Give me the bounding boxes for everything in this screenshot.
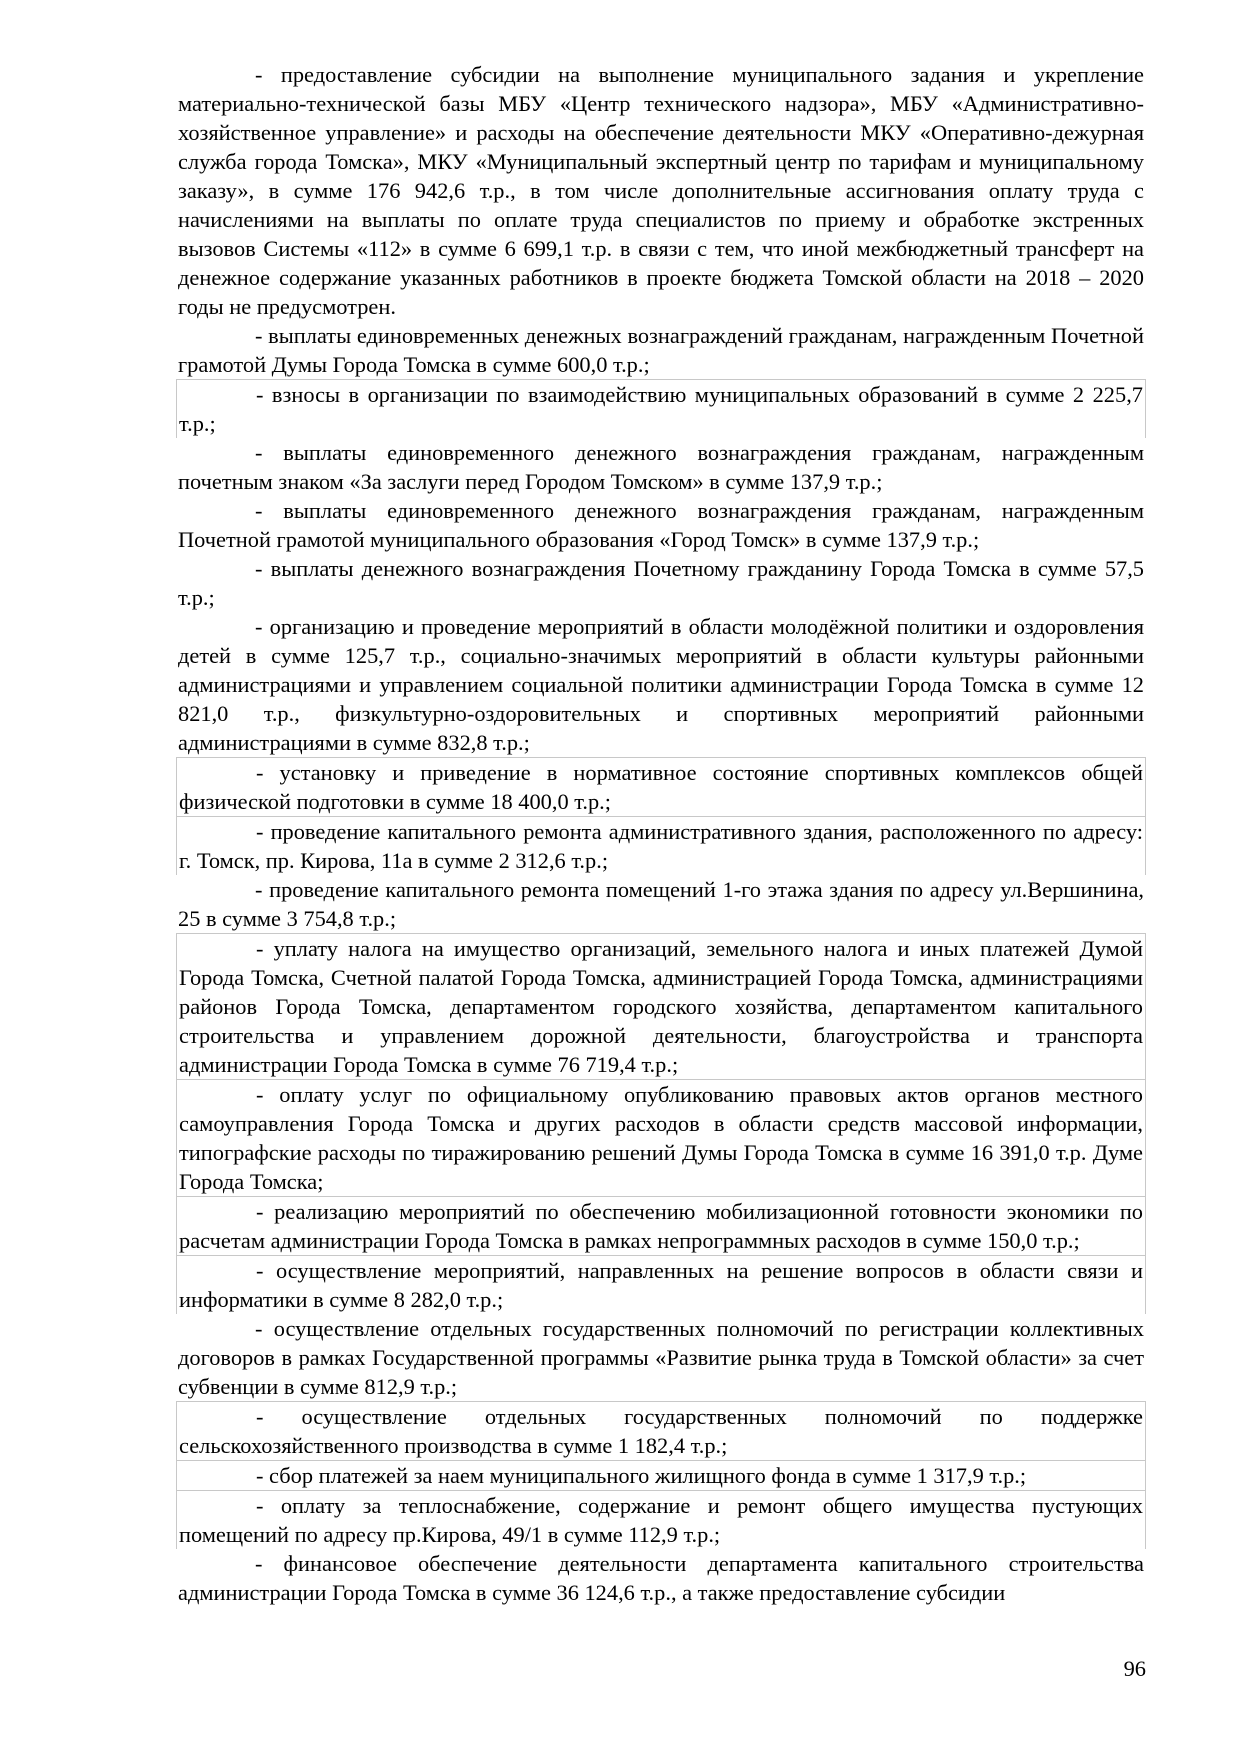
- document-body: [176, 60, 1146, 1607]
- paragraph-7: - организацию и проведение мероприятий в области молодёжной политики и оздоровления детей в сумме 125,7 т.р., социально-значимых мероприятий в области культуры районными администрациями и управлением социальной политики администрации Города Томска в сумме 12 821,0 т.р., физкультурно-оздоровительных и спортивных мероприятий районными администрациями в сумме 832,8 т.р.;: [178, 614, 1144, 755]
- paragraph-6: - выплаты денежного вознаграждения Почетному гражданину Города Томска в сумме 57,5 т.р.;: [178, 556, 1144, 610]
- paragraph-9: - проведение капитального ремонта административного здания, расположенного по адресу: г. Томск, пр. Кирова, 11а в сумме 2 312,6 т.р.;: [176, 816, 1146, 875]
- paragraph-15: - осуществление отдельных государственных полномочий по регистрации коллективных договоров в рамках Государственной программы «Развитие рынка труда в Томской области» за счет субвенции в сумме 812,9 т.р.;: [178, 1316, 1144, 1399]
- paragraph-16: - осуществление отдельных государственных полномочий по поддержке сельскохозяйственного производства в сумме 1 182,4 т.р.;: [176, 1401, 1146, 1460]
- paragraph-1: - предоставление субсидии на выполнение муниципального задания и укрепление материально-технической базы МБУ «Центр технического надзора», МБУ «Административно-хозяйственное управление» и расходы на обеспечение деятельности МКУ «Оперативно-дежурная служба города Томска», МКУ «Муниципальный экспертный центр по тарифам и муниципальному заказу», в сумме 176 942,6 т.р., в том числе дополнительные ассигнования оплату труда с начислениями на выплаты по оплате труда специалистов по приему и обработке экстренных вызовов Системы «112» в сумме 6 699,1 т.р. в связи с тем, что иной межбюджетный трансферт на денежное содержание указанных работников в проекте бюджета Томской области на 2018 – 2020 годы не предусмотрен.: [178, 62, 1144, 319]
- paragraph-13: - реализацию мероприятий по обеспечению мобилизационной готовности экономики по расчетам администрации Города Томска в рамках непрограммных расходов в сумме 150,0 т.р.;: [176, 1196, 1146, 1255]
- paragraph-2: - выплаты единовременных денежных вознаграждений гражданам, награжденным Почетной грамотой Думы Города Томска в сумме 600,0 т.р.;: [178, 323, 1144, 377]
- paragraph-18: - оплату за теплоснабжение, содержание и ремонт общего имущества пустующих помещений по адресу пр.Кирова, 49/1 в сумме 112,9 т.р.;: [176, 1490, 1146, 1549]
- paragraph-12: - оплату услуг по официальному опубликованию правовых актов органов местного самоуправления Города Томска и других расходов в области средств массовой информации, типографские расходы по тиражированию решений Думы Города Томска в сумме 16 391,0 т.р. Думе Города Томска;: [176, 1079, 1146, 1196]
- paragraph-11: - уплату налога на имущество организаций, земельного налога и иных платежей Думой Города Томска, Счетной палатой Города Томска, администрацией Города Томска, администрациями районов Города Томска, департаментом городского хозяйства, департаментом капитального строительства и управлением дорожной деятельности, благоустройства и транспорта администрации Города Томска в сумме 76 719,4 т.р.;: [176, 933, 1146, 1079]
- paragraph-3: - взносы в организации по взаимодействию муниципальных образований в сумме 2 225,7 т.р.;: [176, 379, 1146, 438]
- paragraph-4: - выплаты единовременного денежного вознаграждения гражданам, награжденным почетным знаком «За заслуги перед Городом Томском» в сумме 137,9 т.р.;: [178, 440, 1144, 494]
- paragraph-19: - финансовое обеспечение деятельности департамента капитального строительства администрации Города Томска в сумме 36 124,6 т.р., а также предоставление субсидии: [178, 1551, 1144, 1605]
- paragraph-5: - выплаты единовременного денежного вознаграждения гражданам, награжденным Почетной грамотой муниципального образования «Город Томск» в сумме 137,9 т.р.;: [178, 498, 1144, 552]
- paragraph-17: - сбор платежей за наем муниципального жилищного фонда в сумме 1 317,9 т.р.;: [176, 1460, 1146, 1490]
- paragraph-10: - проведение капитального ремонта помещений 1-го этажа здания по адресу ул.Вершинина, 25 в сумме 3 754,8 т.р.;: [178, 877, 1144, 931]
- paragraph-8: - установку и приведение в нормативное состояние спортивных комплексов общей физической подготовки в сумме 18 400,0 т.р.;: [176, 757, 1146, 816]
- page-number: 96: [1123, 1656, 1146, 1681]
- paragraph-14: - осуществление мероприятий, направленных на решение вопросов в области связи и информатики в сумме 8 282,0 т.р.;: [176, 1255, 1146, 1314]
